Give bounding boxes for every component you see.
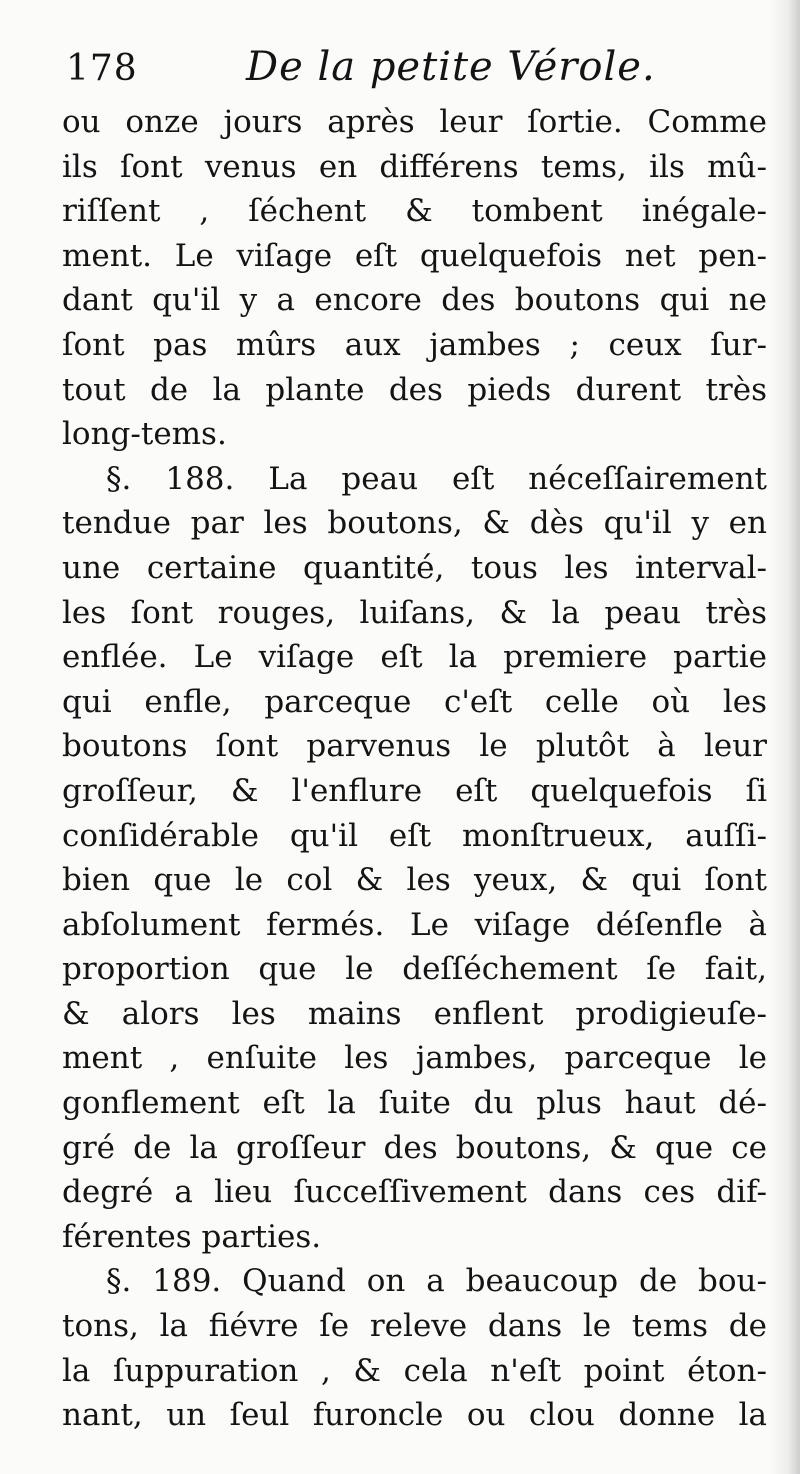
- text-line: abſolument fermés. Le viſage déſenfle à: [62, 906, 767, 943]
- text-line: nant, un ſeul furoncle ou clou donne la: [62, 1397, 767, 1434]
- text-line: la ſuppuration , & cela n'eſt point éton-: [62, 1352, 767, 1389]
- text-line: ment , enſuite les jambes, parceque le: [62, 1040, 767, 1077]
- text-line: tout de la plante des pieds durent très: [62, 371, 767, 408]
- text-line: conſidérable qu'il eſt monſtrueux, auſſi-: [62, 817, 767, 854]
- text-line: groſſeur, & l'enflure eſt quelquefois ſi: [62, 772, 767, 809]
- page-header: [66, 42, 766, 102]
- text-line: ils ſont venus en différens tems, ils mû-: [62, 148, 767, 185]
- text-line: tons, la fiévre ſe releve dans le tems de: [62, 1308, 767, 1345]
- text-line: boutons ſont parvenus le plutôt à leur: [62, 728, 767, 765]
- text-line: enflée. Le viſage eſt la premiere partie: [62, 639, 767, 676]
- paragraph-189-start: §. 189. Quand on a beaucoup de bou-: [106, 1263, 767, 1300]
- text-line: dant qu'il y a encore des boutons qui ne: [62, 282, 767, 319]
- body-text: [62, 100, 767, 1438]
- text-line: tendue par les boutons, & dès qu'il y en: [62, 505, 767, 542]
- text-line: une certaine quantité, tous les interval-: [62, 549, 767, 586]
- running-title: De la petite Vérole.: [246, 44, 656, 90]
- paragraph-188-start: §. 188. La peau eſt néceſſairement: [106, 460, 767, 497]
- text-line: ſont pas mûrs aux jambes ; ceux ſur-: [62, 326, 767, 363]
- text-line: ment. Le viſage eſt quelquefois net pen-: [62, 237, 767, 274]
- text-line: degré a lieu ſucceſſivement dans ces dif-: [62, 1174, 767, 1211]
- text-line: riſſent , ſéchent & tombent inégale-: [62, 193, 767, 230]
- text-line: ou onze jours après leur ſortie. Comme: [62, 104, 767, 140]
- text-line: proportion que le deſſéchement ſe fait,: [62, 951, 767, 988]
- text-line: gré de la groſſeur des boutons, & que ce: [62, 1129, 767, 1166]
- page-number: 178: [66, 48, 138, 89]
- text-line: qui enfle, parceque c'eſt celle où les: [62, 683, 767, 720]
- page-gutter-shadow: [770, 0, 800, 1474]
- text-line: bien que le col & les yeux, & qui ſont: [62, 862, 767, 899]
- text-line: gonflement eſt la ſuite du plus haut dé-: [62, 1085, 767, 1122]
- text-line: & alors les mains enflent prodigieuſe-: [62, 995, 767, 1032]
- text-line: long-tems.: [62, 416, 227, 453]
- text-line: les ſont rouges, luiſans, & la peau très: [62, 594, 767, 631]
- text-line: férentes parties.: [62, 1218, 322, 1255]
